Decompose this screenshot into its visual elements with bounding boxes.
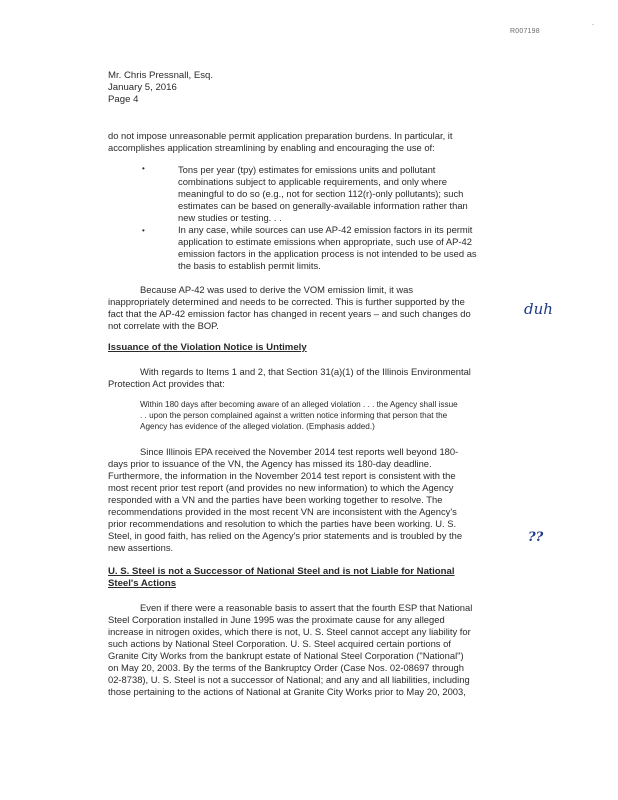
intro-line: do not impose unreasonable permit application preparation burdens. In particular, it bbox=[108, 130, 453, 141]
bullet-line: combinations subject to applicable requirements, and only where bbox=[178, 176, 447, 187]
paragraph-line: on May 20, 2003. By the terms of the Bankruptcy Order (Case Nos. 02-08697 through bbox=[108, 662, 464, 673]
paragraph-line: Since Illinois EPA received the November 2014 test reports well beyond 180- bbox=[140, 446, 459, 457]
paragraph-line: Steel Corporation installed in June 1995 was the proximate cause for any alleged bbox=[108, 614, 445, 625]
bullet-line: Tons per year (tpy) estimates for emissions units and pollutant bbox=[178, 164, 436, 175]
section-heading: Issuance of the Violation Notice is Untimely bbox=[108, 342, 307, 353]
bullet-line: application to estimate emissions when appropriate, such use of AP-42 bbox=[178, 236, 472, 247]
bullet-line: meaningful to do so (e.g., not for section 112(r)-only pollutants); such bbox=[178, 188, 464, 199]
quote-line: Agency has evidence of the alleged violation. (Emphasis added.) bbox=[140, 422, 375, 431]
paragraph-line: new assertions. bbox=[108, 542, 174, 553]
page-label: Page 4 bbox=[108, 94, 139, 105]
paragraph-line: responded with a VN and the parties have been working together to resolve. The bbox=[108, 494, 443, 505]
paragraph-line: Even if there were a reasonable basis to assert that the fourth ESP that National bbox=[140, 602, 473, 613]
bullet-line: emission factors in the application process is not intended to be used as bbox=[178, 248, 477, 259]
paragraph-line: prior recommendations and resolution to which the parties have been working. U. S. bbox=[108, 518, 457, 529]
handwritten-note: ?? bbox=[528, 530, 544, 545]
bullet-line: estimates can be based on generally-available information rather than bbox=[178, 200, 468, 211]
paragraph-line: Steel, in good faith, has relied on the Agency's prior statements and is troubled by the bbox=[108, 530, 463, 541]
paragraph-line: such actions by National Steel Corporation. U. S. Steel acquired certain portions of bbox=[108, 638, 451, 649]
letter-date: January 5, 2016 bbox=[108, 82, 177, 93]
paragraph-line: fact that the AP-42 emission factor has changed in recent years – and such changes do bbox=[108, 308, 471, 319]
paragraph-line: increase in nitrogen oxides, which there is not, U. S. Steel cannot accept any liability for bbox=[108, 626, 471, 637]
section-heading: Steel's Actions bbox=[108, 578, 177, 589]
paragraph-line: Protection Act provides that: bbox=[108, 378, 225, 389]
paragraph-line: Granite City Works from the bankrupt estate of National Steel Corporation ("National") bbox=[108, 650, 464, 661]
paragraph-line: inappropriately determined and needs to be corrected. This is further supported by the bbox=[108, 296, 465, 307]
recipient: Mr. Chris Pressnall, Esq. bbox=[108, 70, 214, 81]
section-heading: U. S. Steel is not a Successor of National Steel and is not Liable for National bbox=[108, 566, 455, 577]
bullet-line: new studies or testing. . . bbox=[178, 212, 282, 223]
paragraph-line: Furthermore, the information in the November 2014 test report is consistent with the bbox=[108, 470, 456, 481]
bullet-marker: • bbox=[142, 226, 145, 235]
bates-number: R007198 bbox=[510, 28, 540, 35]
paragraph-line: days prior to issuance of the VN, the Agency has missed its 180-day deadline. bbox=[108, 458, 432, 469]
paragraph-line: not correlate with the BOP. bbox=[108, 320, 219, 331]
paragraph-line: most recent prior test report (and provides no new information) to which the Agency bbox=[108, 482, 454, 493]
paragraph-line: 02-8738), U. S. Steel is not a successor of National; and any and all liabilities, including bbox=[108, 674, 470, 685]
corner-mark: - bbox=[592, 22, 594, 28]
paragraph-line: recommendations provided in the most recent VN are inconsistent with the Agency's bbox=[108, 506, 457, 517]
quote-line: . . upon the person complained against a written notice informing that person that the bbox=[140, 411, 448, 420]
bullet-line: In any case, while sources can use AP-42 emission factors in its permit bbox=[178, 224, 473, 235]
quote-line: Within 180 days after becoming aware of an alleged violation . . . the Agency shall issue bbox=[140, 400, 458, 409]
bullet-marker: • bbox=[142, 164, 145, 173]
paragraph-line: Because AP-42 was used to derive the VOM emission limit, it was bbox=[140, 284, 414, 295]
intro-line: accomplishes application streamlining by enabling and encouraging the use of: bbox=[108, 142, 435, 153]
bullet-line: the basis to establish permit limits. bbox=[178, 260, 321, 271]
handwritten-note: duh bbox=[524, 300, 553, 318]
paragraph-line: those pertaining to the actions of National at Granite City Works prior to May 20, 2003, bbox=[108, 686, 466, 697]
paragraph-line: With regards to Items 1 and 2, that Section 31(a)(1) of the Illinois Environmental bbox=[140, 366, 471, 377]
